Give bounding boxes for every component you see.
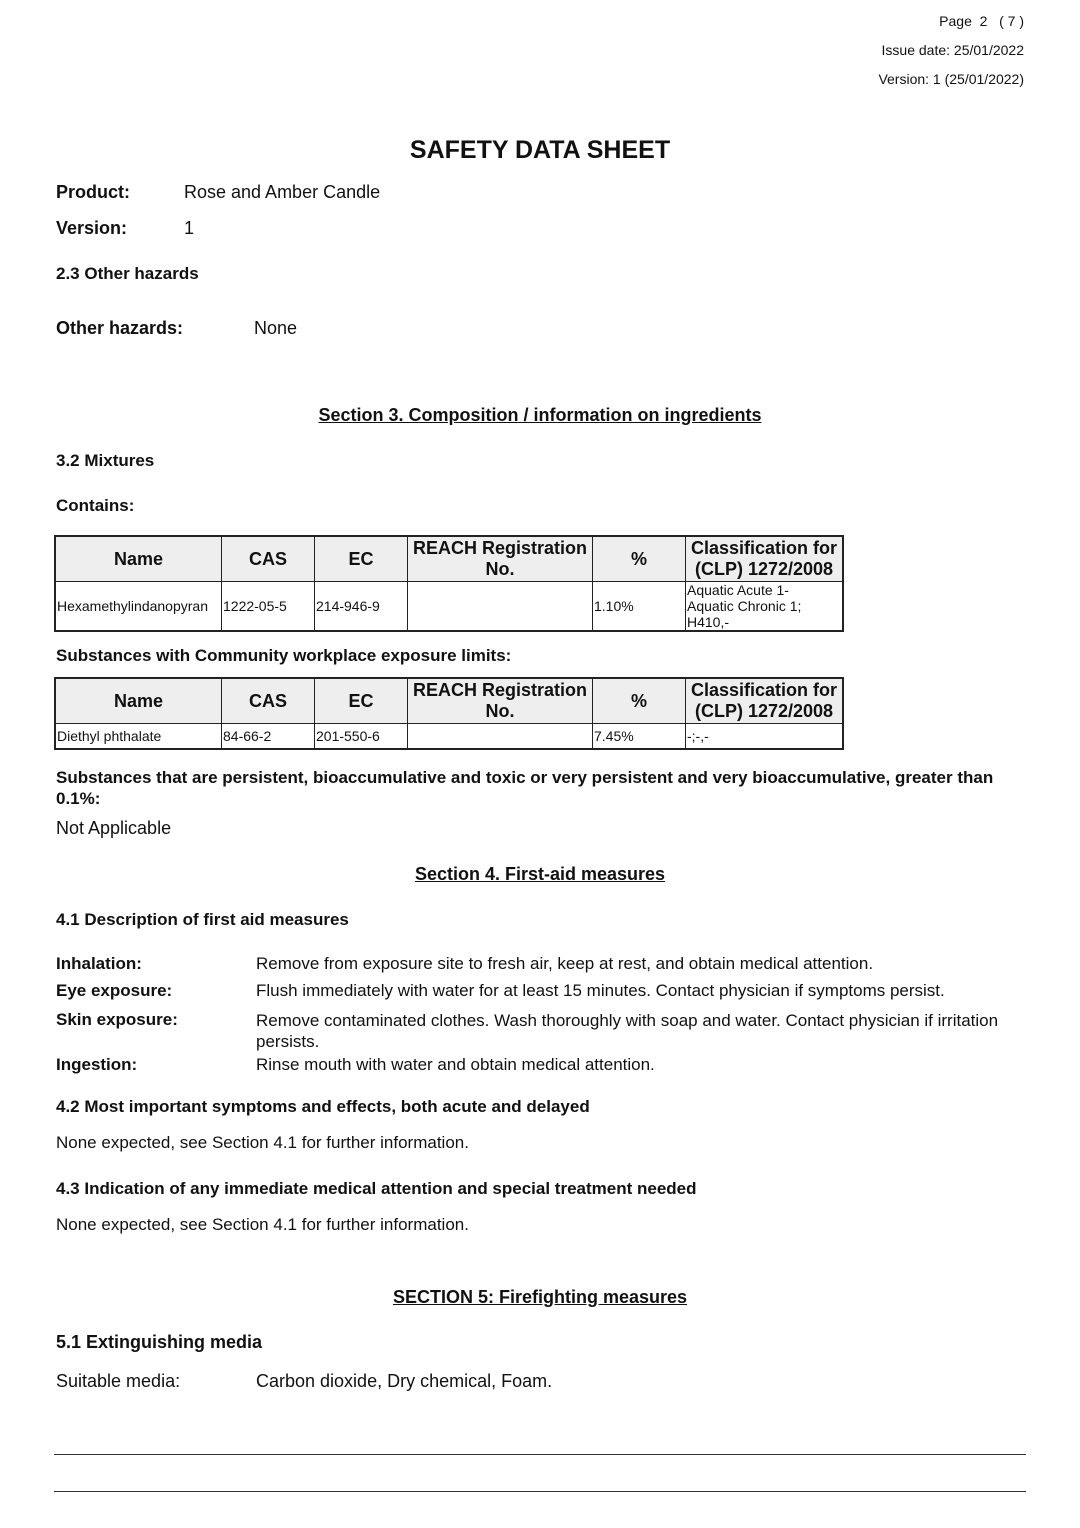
column-header-classification: Classification for (CLP) 1272/2008 <box>686 536 844 582</box>
classification-line: Aquatic Chronic 1; <box>687 598 802 614</box>
column-header-name: Name <box>55 678 222 724</box>
contains-label: Contains: <box>56 496 135 515</box>
exposure-limits-heading: Substances with Community workplace exposure limits: <box>56 646 512 665</box>
page-number <box>939 13 1024 29</box>
column-header-classification: Classification for (CLP) 1272/2008 <box>686 678 844 724</box>
skin-exposure-text: Remove contaminated clothes. Wash thoroughly with soap and water. Contact physician if irritation persists. <box>256 1011 999 1051</box>
product-label: Product: <box>56 182 130 202</box>
extinguishing-media-heading: 5.1 Extinguishing media <box>56 1332 263 1352</box>
page-number-value: 2 <box>979 13 988 29</box>
inhalation-label: Inhalation: <box>56 954 142 973</box>
mixtures-heading: 3.2 Mixtures <box>56 451 155 470</box>
page-total: ( 7 ) <box>999 13 1024 29</box>
table-header-row <box>55 536 843 582</box>
exposure-table <box>54 677 844 750</box>
version-label: Version: <box>56 218 128 238</box>
ingestion-text: Rinse mouth with water and obtain medical attention. <box>256 1055 655 1074</box>
column-header-ec: EC <box>315 678 408 724</box>
other-hazards-heading: 2.3 Other hazards <box>56 264 199 283</box>
pbt-heading: Substances that are persistent, bioaccumulative and toxic or very persistent and very bioaccumulative, greater than 0.1%: <box>56 768 994 808</box>
column-header-cas: CAS <box>222 536 315 582</box>
version-value: 1 <box>184 218 195 238</box>
column-header-percent: % <box>593 536 686 582</box>
other-hazards-label: Other hazards: <box>56 318 184 338</box>
footer-divider <box>54 1454 1026 1455</box>
skin-exposure-label: Skin exposure: <box>56 1010 178 1029</box>
table-row <box>55 724 843 749</box>
composition-table <box>54 535 844 632</box>
column-header-ec: EC <box>315 536 408 582</box>
other-hazards-value: None <box>254 318 298 338</box>
cell-ec: 214-946-9 <box>315 582 408 632</box>
cell-ec: 201-550-6 <box>315 724 408 749</box>
document-title: SAFETY DATA SHEET <box>409 136 671 164</box>
cell-percent: 1.10% <box>593 582 686 632</box>
suitable-media-label: Suitable media: <box>56 1371 181 1391</box>
medical-attention-text: None expected, see Section 4.1 for further information. <box>56 1215 469 1234</box>
issue-date: Issue date: 25/01/2022 <box>881 42 1024 58</box>
cell-cas: 84-66-2 <box>222 724 315 749</box>
classification-line: Aquatic Acute 1- <box>687 582 789 598</box>
cell-reach <box>408 582 593 632</box>
eye-exposure-text: Flush immediately with water for at least 15 minutes. Contact physician if symptoms persist. <box>256 981 945 1000</box>
symptoms-text: None expected, see Section 4.1 for further information. <box>56 1133 469 1152</box>
table-header-row <box>55 678 843 724</box>
cell-name: Diethyl phthalate <box>55 724 222 749</box>
medical-attention-heading: 4.3 Indication of any immediate medical attention and special treatment needed <box>56 1179 697 1198</box>
cell-name: Hexamethylindanopyran <box>55 582 222 632</box>
eye-exposure-label: Eye exposure: <box>56 981 173 1000</box>
table-row <box>55 582 843 632</box>
section-5-heading: SECTION 5: Firefighting measures <box>392 1287 688 1307</box>
column-header-reach: REACH Registration No. <box>408 678 593 724</box>
column-header-name: Name <box>55 536 222 582</box>
column-header-reach: REACH Registration No. <box>408 536 593 582</box>
column-header-cas: CAS <box>222 678 315 724</box>
pbt-value: Not Applicable <box>56 818 172 838</box>
classification-line: H410,- <box>687 614 730 630</box>
ingestion-label: Ingestion: <box>56 1055 138 1074</box>
footer-divider <box>54 1491 1026 1492</box>
cell-percent: 7.45% <box>593 724 686 749</box>
suitable-media-value: Carbon dioxide, Dry chemical, Foam. <box>256 1371 553 1391</box>
version-info: Version: 1 (25/01/2022) <box>878 71 1024 87</box>
page-label: Page <box>939 13 972 29</box>
column-header-percent: % <box>593 678 686 724</box>
cell-classification <box>686 582 844 632</box>
cell-cas: 1222-05-5 <box>222 582 315 632</box>
symptoms-heading: 4.2 Most important symptoms and effects, both acute and delayed <box>56 1097 590 1116</box>
cell-classification: -;-,- <box>686 724 844 749</box>
section-4-heading: Section 4. First-aid measures <box>414 864 666 884</box>
inhalation-text: Remove from exposure site to fresh air, keep at rest, and obtain medical attention. <box>256 954 874 973</box>
first-aid-description-heading: 4.1 Description of first aid measures <box>56 910 349 929</box>
product-value: Rose and Amber Candle <box>184 182 381 202</box>
cell-reach <box>408 724 593 749</box>
section-3-heading: Section 3. Composition / information on ingredients <box>318 405 762 425</box>
